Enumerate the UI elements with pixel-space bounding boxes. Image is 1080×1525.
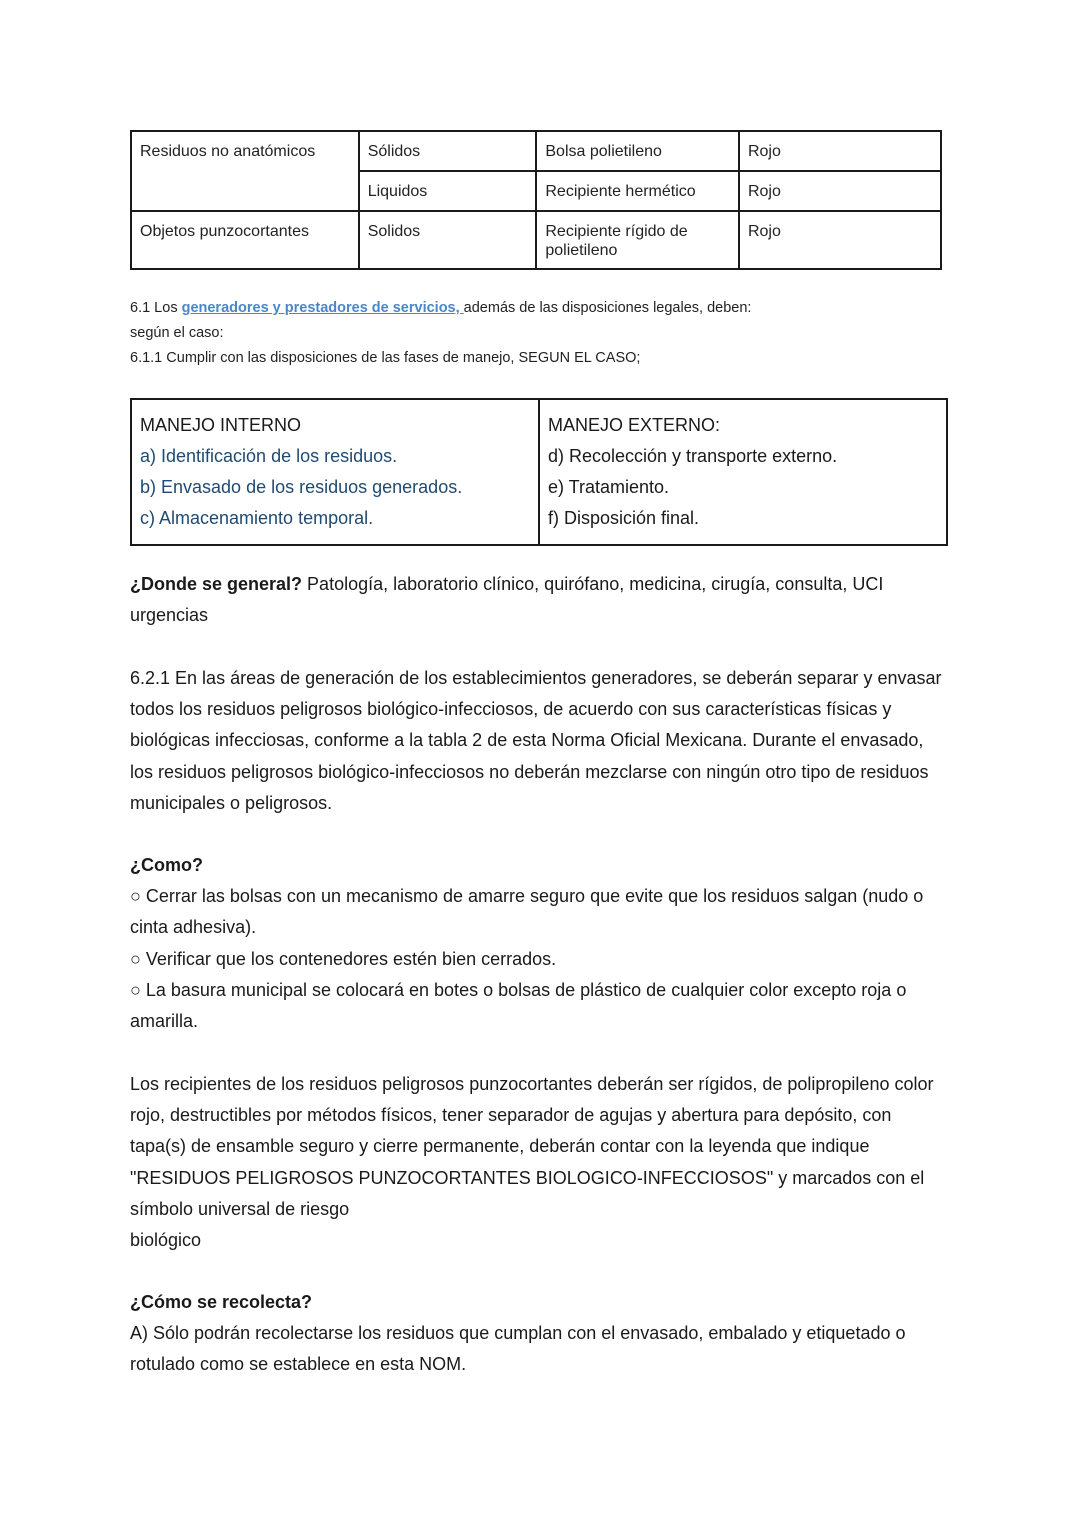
list-item: b) Envasado de los residuos generados. [140, 477, 463, 497]
como-section [130, 850, 950, 1037]
text: 6.1 Los [130, 300, 182, 316]
section-6-2-1-text: 6.2.1 En las áreas de generación de los establecimientos generadores, se deberán separar y envasar todos los residuos peligrosos biológico-infecciosos, de acuerdo con sus características físicas y biológicas infecciosas, conforme a la tabla 2 de esta Norma Oficial Mexicana. Durante el envasado, los residuos peligrosos biológico-infecciosos no deberán mezclarse con ningún otro tipo de residuos municipales o peligrosos. [130, 668, 942, 813]
manejo-externo-cell [539, 399, 947, 545]
table-cell: Residuos no anatómicos [131, 131, 359, 211]
como-heading: ¿Como? [130, 855, 203, 875]
table-cell: Sólidos [359, 131, 537, 171]
table-cell: Bolsa polietileno [536, 131, 739, 171]
table-cell: Objetos punzocortantes [131, 211, 359, 269]
table-row [131, 131, 941, 171]
table-row [131, 211, 941, 269]
recolecta-heading: ¿Cómo se recolecta? [130, 1292, 313, 1312]
section-6-1-line1 [130, 296, 751, 321]
list-item: a) Identificación de los residuos. [140, 446, 398, 466]
text: además de las disposiciones legales, deben: [463, 300, 752, 316]
list-item: e) Tratamiento. [548, 477, 670, 497]
table-cell: Recipiente hermético [536, 171, 739, 211]
manejo-table [130, 398, 948, 546]
como-bullet: ○ La basura municipal se colocará en botes o bolsas de plástico de cualquier color excepto roja o amarilla. [130, 979, 907, 1032]
donde-paragraph [130, 569, 950, 631]
section-6-1-1: 6.1.1 Cumplir con las disposiciones de las fases de manejo, SEGUN EL CASO; [130, 350, 641, 366]
recolecta-section [130, 1287, 950, 1381]
list-item: c) Almacenamiento temporal. [140, 508, 374, 528]
manejo-externo-title: MANEJO EXTERNO: [548, 415, 721, 435]
table-row [131, 399, 947, 545]
recipientes-text: Los recipientes de los residuos peligrosos punzocortantes deberán ser rígidos, de polipropileno color rojo, destructibles por métodos físicos, tener separador de agujas y abertura para depósito, con tapa(s) de ensamble seguro y cierre permanente, deberán contar con la leyenda que indique "RESIDUOS PELIGROSOS PUNZOCORTANTES BIOLOGICO-INFECCIOSOS" y marcados con el símbolo universal de riesgo [130, 1074, 934, 1219]
table-cell: Solidos [359, 211, 537, 269]
section-6-2-1 [130, 663, 950, 819]
manejo-interno-title: MANEJO INTERNO [140, 415, 302, 435]
section-6-1-line2: según el caso: [130, 325, 224, 341]
section-6-1 [130, 296, 751, 371]
donde-question: ¿Donde se general? [130, 574, 303, 594]
como-bullet: ○ Cerrar las bolsas con un mecanismo de amarre seguro que evite que los residuos salgan (nudo o cinta adhesiva). [130, 886, 924, 938]
table-cell: Liquidos [359, 171, 537, 211]
list-item: f) Disposición final. [548, 508, 700, 528]
table-cell: Rojo [739, 131, 941, 171]
recipientes-tail: biológico [130, 1230, 202, 1251]
list-item: d) Recolección y transporte externo. [548, 446, 838, 466]
table-cell: Rojo [739, 211, 941, 269]
recipientes-paragraph [130, 1069, 950, 1256]
como-bullet: ○ Verificar que los contenedores estén bien cerrados. [130, 948, 557, 969]
manejo-interno-cell [131, 399, 539, 545]
waste-classification-table [130, 130, 942, 270]
table-cell: Recipiente rígido de polietileno [536, 211, 739, 269]
table-cell: Rojo [739, 171, 941, 211]
recolecta-text: A) Sólo podrán recolectarse los residuos que cumplan con el envasado, embalado y etiquetado o rotulado como se establece en esta NOM. [130, 1323, 906, 1375]
donde-answer: Patología, laboratorio clínico, quirófano, medicina, cirugía, consulta, UCI urgencias [130, 574, 884, 626]
generadores-link[interactable]: generadores y prestadores de servicios, [181, 300, 464, 316]
